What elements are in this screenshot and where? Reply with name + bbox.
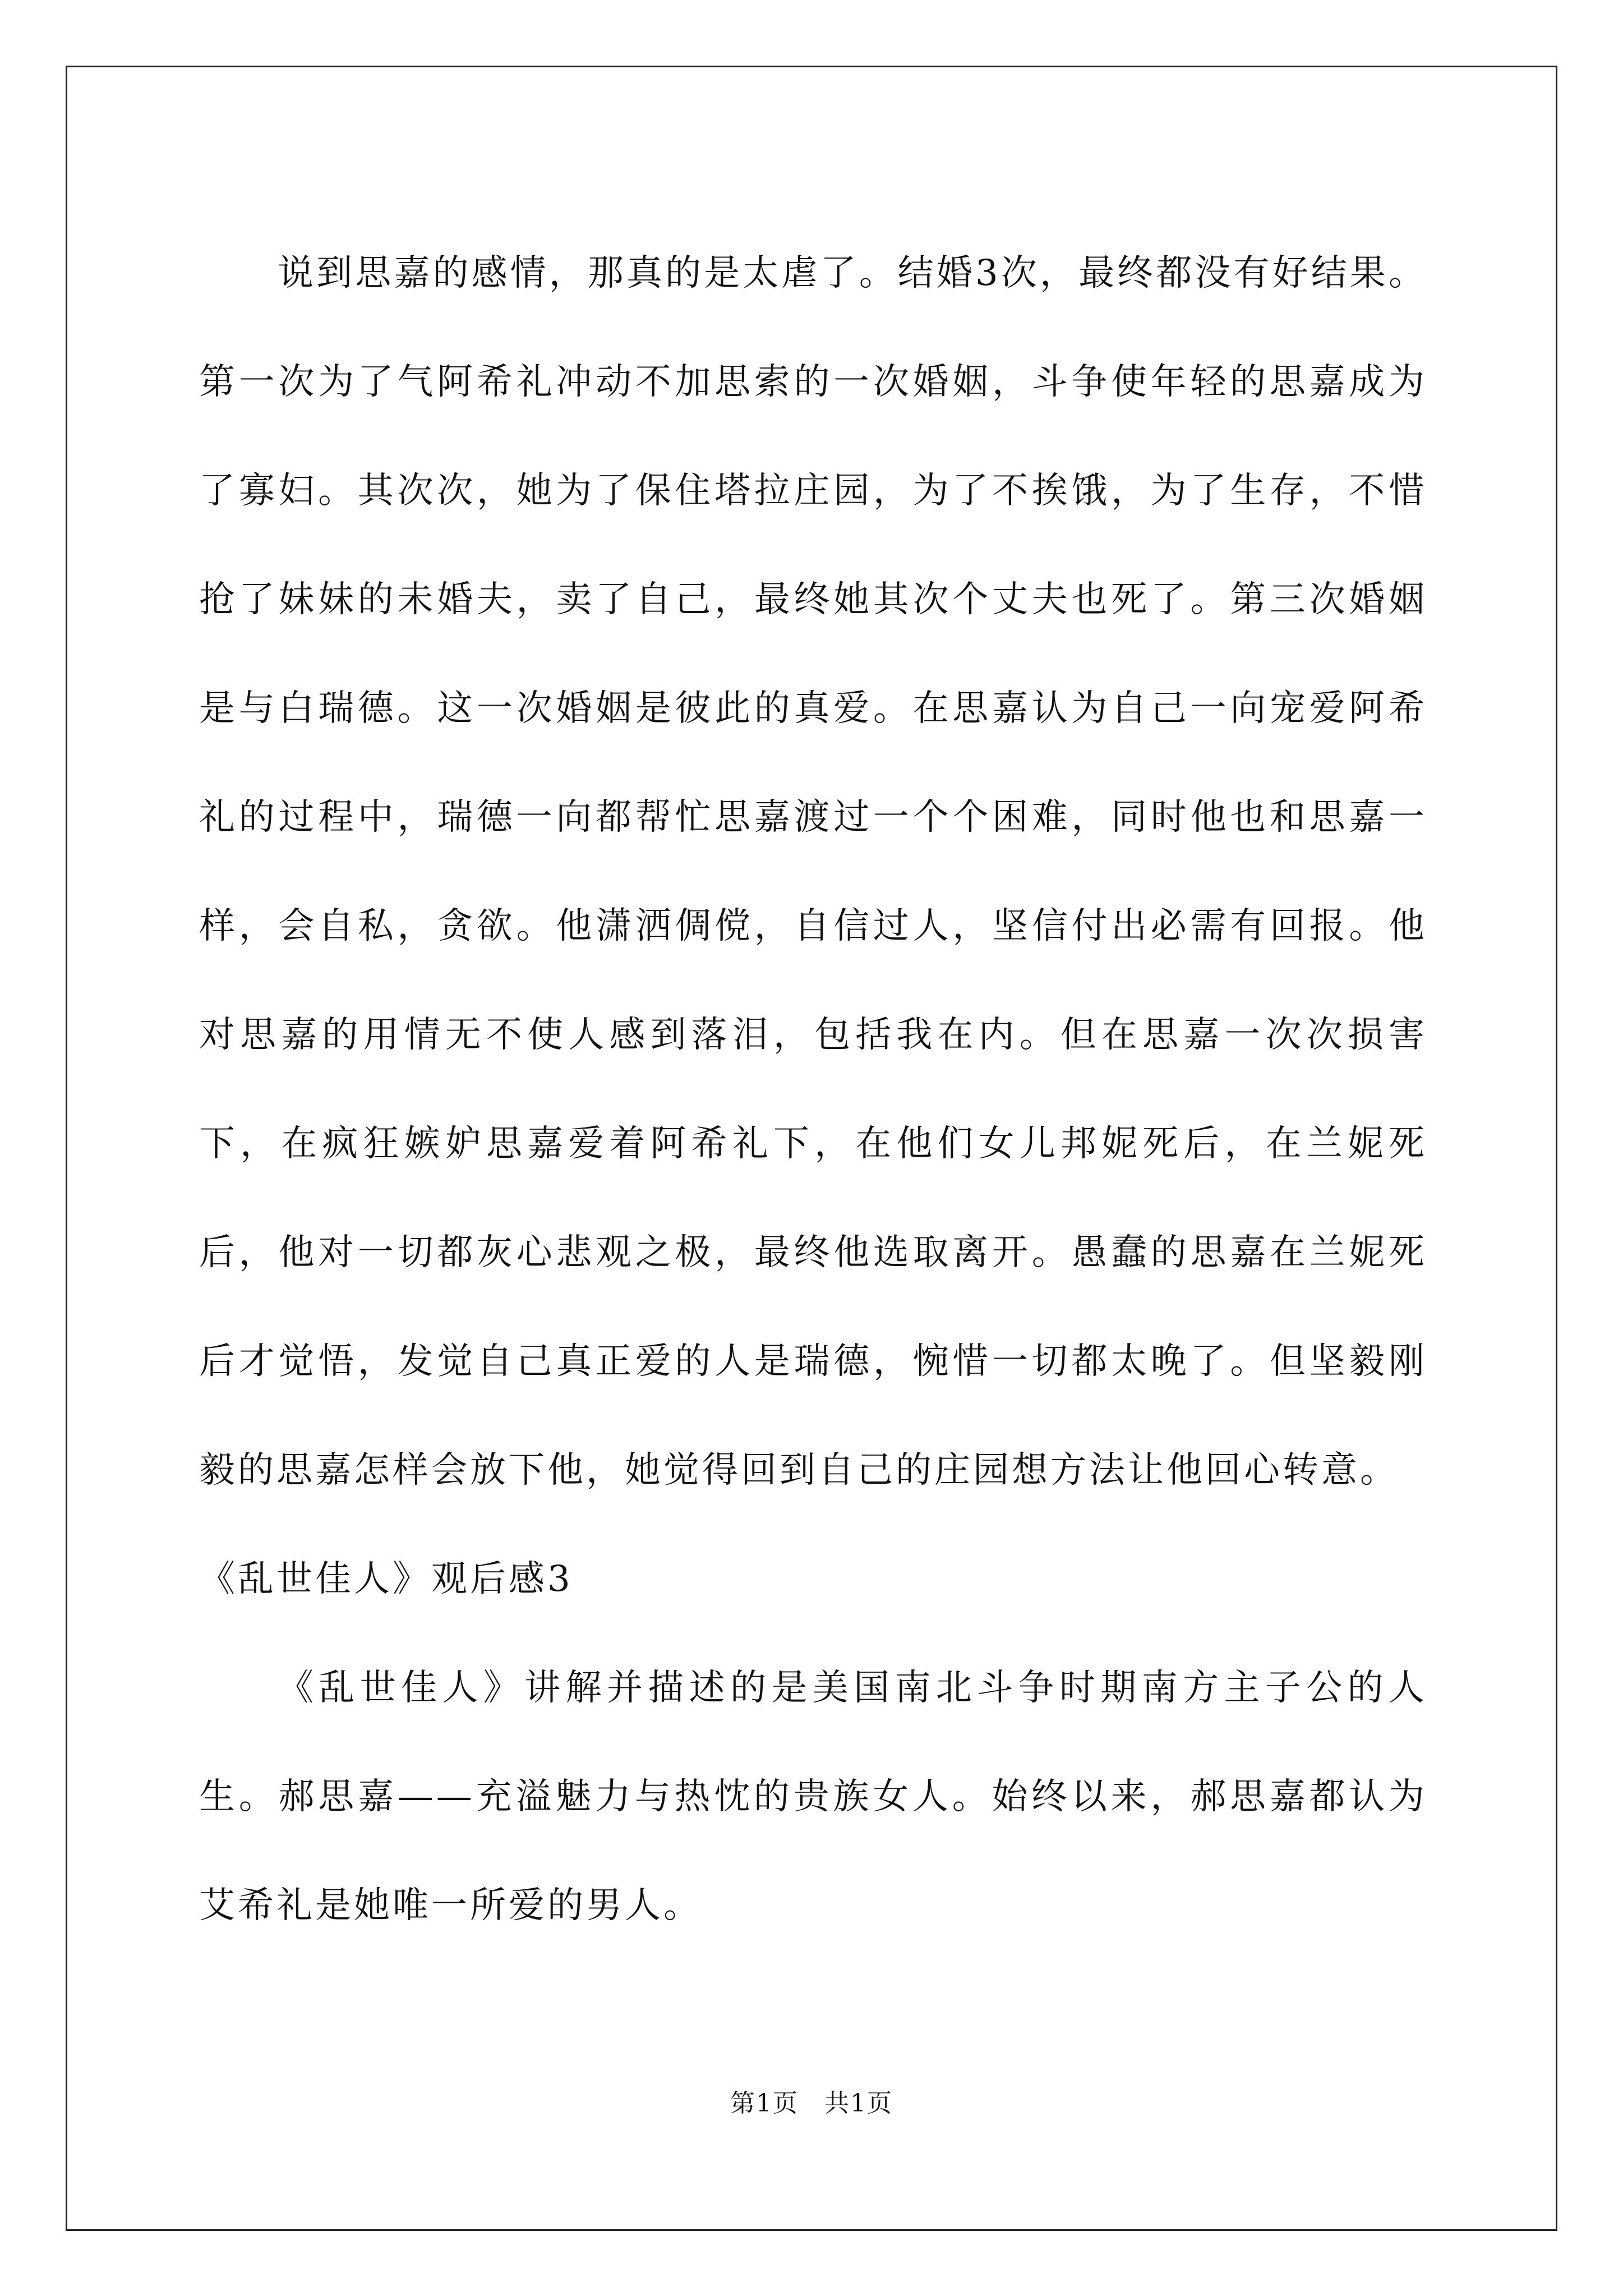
- page-footer: 第1页 共1页: [730, 2089, 893, 2118]
- document-body: [199, 219, 1427, 1960]
- paragraph-2: 《乱世佳人》讲解并描述的是美国南北斗争时期南方主子公的人生。郝思嘉——充溢魅力与热忱的贵族女人。始终以来，郝思嘉都认为艾希礼是她唯一所爱的男人。: [199, 1667, 1427, 1926]
- section-heading: 《乱世佳人》观后感3: [199, 1558, 573, 1600]
- paragraph-1: 说到思嘉的感情，那真的是太虐了。结婚3次，最终都没有好结果。第一次为了气阿希礼冲动不加思索的一次婚姻，斗争使年轻的思嘉成为了寡妇。其次次，她为了保住塔拉庄园，为了不挨饿，为了生存，不惜抢了妹妹的未婚夫，卖了自己，最终她其次个丈夫也死了。第三次婚姻是与白瑞德。这一次婚姻是彼此的真爱。在思嘉认为自己一向宠爱阿希礼的过程中，瑞德一向都帮忙思嘉渡过一个个困难，同时他也和思嘉一样，会自私，贪欲。他潇洒倜傥，自信过人，坚信付出必需有回报。他对思嘉的用情无不使人感到落泪，包括我在内。但在思嘉一次次损害下，在疯狂嫉妒思嘉爱着阿希礼下，在他们女儿邦妮死后，在兰妮死后，他对一切都灰心悲观之极，最终他选取离开。愚蠢的思嘉在兰妮死后才觉悟，发觉自己真正爱的人是瑞德，惋惜一切都太晚了。但坚毅刚毅的思嘉怎样会放下他，她觉得回到自己的庄园想方法让他回心转意。: [199, 252, 1427, 1491]
